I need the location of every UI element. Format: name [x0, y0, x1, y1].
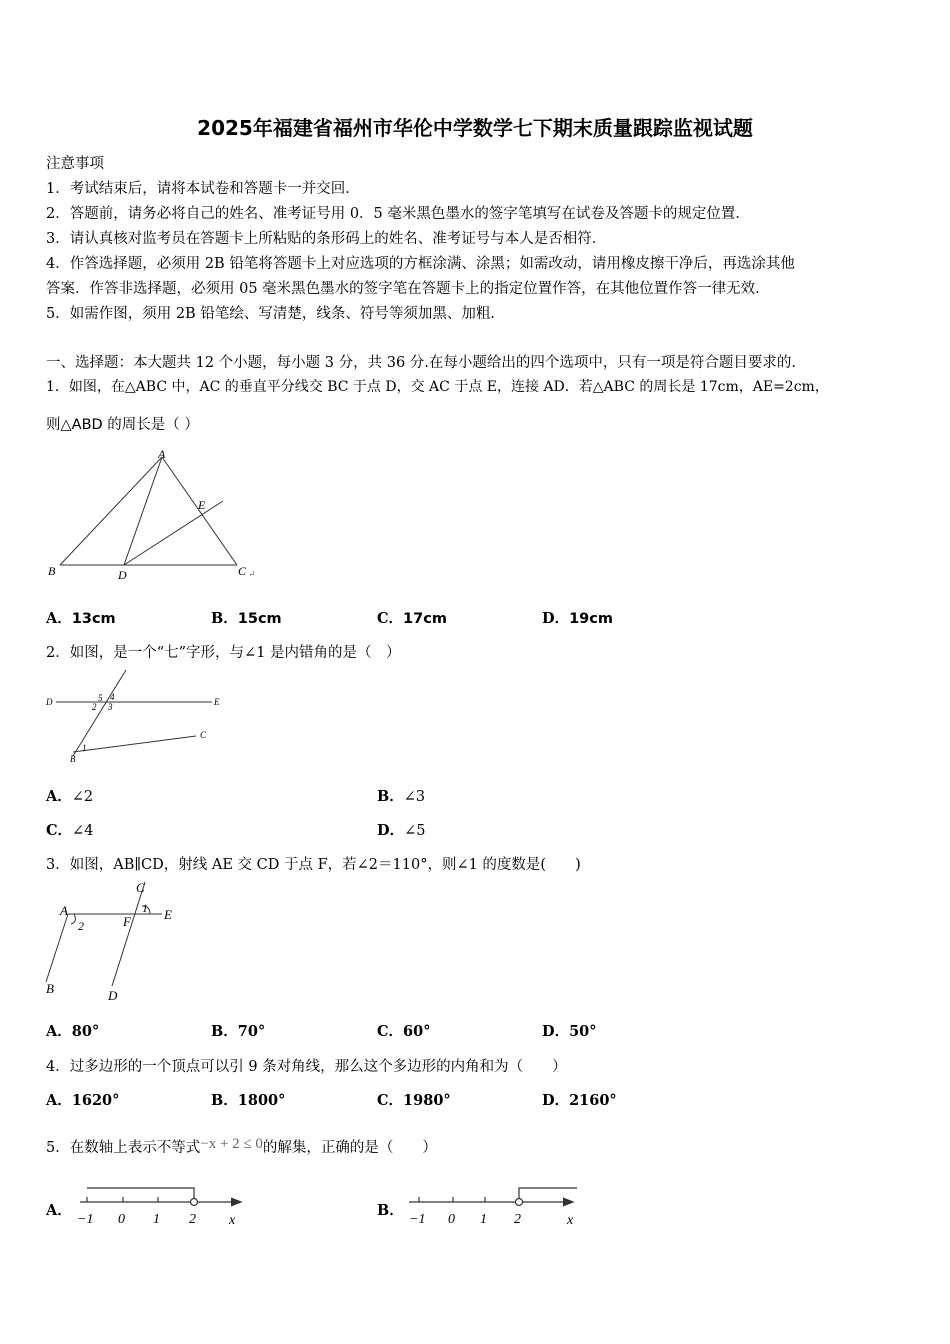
q4-option-d[interactable]: D．2160°: [542, 1092, 617, 1109]
q3-option-d[interactable]: D．50°: [542, 1023, 597, 1040]
q3-label-f: F: [123, 914, 131, 929]
notice-item: 1．考试结束后，请将本试卷和答题卡一并交回．: [46, 181, 360, 197]
q3-label-b: B: [46, 981, 54, 996]
q1-option-d[interactable]: D．19cm: [542, 610, 613, 627]
q1-option-c[interactable]: C．17cm: [377, 610, 447, 627]
q3-option-b[interactable]: B．70°: [211, 1023, 266, 1040]
q5a-tick-neg1: −1: [77, 1212, 94, 1227]
q3-label-d: D: [108, 988, 118, 1003]
q2-option-c[interactable]: C．∠4: [46, 822, 94, 839]
q1-option-b[interactable]: B．15cm: [211, 610, 282, 627]
q5-option-a-numberline[interactable]: [75, 1178, 255, 1232]
q1-option-a[interactable]: A．13cm: [46, 610, 116, 627]
q5b-tick-neg1: −1: [409, 1212, 426, 1227]
notice-item: 2．答题前，请务必将自己的姓名、准考证号用 0．5 毫米黑色墨水的签字笔填写在试卷及答题卡的规定位置．: [46, 206, 750, 222]
q3-label-c: C: [136, 880, 145, 895]
q1-figure: [40, 445, 280, 590]
q1-label-c: C: [238, 564, 247, 578]
q5b-axis-label: x: [567, 1213, 574, 1228]
q4-option-a[interactable]: A．1620°: [46, 1092, 120, 1109]
q5-inequality: −x + 2 ≤ 0: [200, 1136, 263, 1152]
q3-label-e: E: [164, 907, 172, 922]
notice-item: 4．作答选择题，必须用 2B 铅笔将答题卡上对应选项的方框涂满、涂黑；如需改动，请用橡皮擦干净后，再选涂其他: [46, 256, 795, 272]
q2-angle-3: 3: [108, 702, 113, 712]
q2-option-b[interactable]: B．∠3: [377, 788, 426, 805]
q1-stem-line2: 则△ABD 的周长是（ ）: [46, 417, 199, 433]
q5a-axis-label: x: [229, 1213, 236, 1228]
q1-stem: 1．如图，在△ABC 中，AC 的垂直平分线交 BC 于点 D，交 AC 于点 E，连接 AD．若△ABC 的周长是 17cm，AE=2cm，: [46, 379, 829, 395]
q1-label-a: A: [158, 447, 166, 461]
notice-item: 答案．作答非选择题，必须用 05 毫米黑色墨水的签字笔在答题卡上的指定位置作答，在其他位置作答一律无效．: [46, 281, 770, 297]
q3-angle-2: 2: [78, 919, 84, 933]
q2-angle-2: 2: [92, 702, 97, 712]
q2-option-d[interactable]: D．∠5: [377, 822, 426, 839]
q2-stem: 2．如图，是一个“七”字形，与∠1 是内错角的是（ ）: [46, 645, 401, 661]
q3-label-a: A: [60, 903, 68, 918]
notice-heading: 注意事项: [46, 156, 104, 172]
q1-label-e: E: [198, 498, 206, 512]
q5-option-b-numberline[interactable]: [405, 1178, 590, 1232]
q3-option-c[interactable]: C．60°: [377, 1023, 431, 1040]
q2-label-d: D: [46, 697, 53, 707]
q5b-tick-0: 0: [448, 1212, 455, 1227]
q3-option-a[interactable]: A．80°: [46, 1023, 100, 1040]
q3-stem: 3．如图，AB∥CD，射线 AE 交 CD 于点 F，若∠2＝110°，则∠1 的度数是( ): [46, 857, 581, 873]
q2-label-e: E: [214, 697, 220, 707]
q2-figure: [40, 668, 230, 766]
q4-option-b[interactable]: B．1800°: [211, 1092, 286, 1109]
q5a-tick-2: 2: [189, 1212, 196, 1227]
notice-item: 5．如需作图，须用 2B 铅笔绘、写清楚，线条、符号等须加黑、加粗．: [46, 306, 505, 322]
q4-option-c[interactable]: C．1980°: [377, 1092, 451, 1109]
q5-stem: 5．在数轴上表示不等式−x + 2 ≤ 0的解集，正确的是（ ）: [46, 1136, 437, 1156]
q5b-tick-1: 1: [480, 1212, 487, 1227]
notice-item: 3．请认真核对监考员在答题卡上所粘贴的条形码上的姓名、准考证号与本人是否相符．: [46, 231, 607, 247]
q5-option-a-letter[interactable]: A．: [46, 1202, 72, 1219]
q3-figure: [40, 878, 190, 1008]
q1-label-b: B: [48, 564, 56, 578]
q3-angle-1: 1: [142, 901, 148, 915]
q5-option-b-letter[interactable]: B．: [377, 1202, 404, 1219]
page-title: 2025年福建省福州市华伦中学数学七下期末质量跟踪监视试题: [197, 116, 753, 140]
q2-label-b: B: [70, 754, 76, 764]
q2-label-c: C: [200, 730, 207, 740]
section-heading: 一、选择题：本大题共 12 个小题，每小题 3 分，共 36 分.在每小题给出的四个选项中，只有一项是符合题目要求的.: [46, 355, 796, 371]
q2-angle-1: 1: [82, 743, 87, 753]
q2-angle-5: 5: [98, 693, 103, 703]
q1-return-mark: ↵: [248, 569, 256, 579]
q1-label-d: D: [118, 568, 127, 582]
q5a-tick-0: 0: [118, 1212, 125, 1227]
q5a-tick-1: 1: [153, 1212, 160, 1227]
q5b-tick-2: 2: [514, 1212, 521, 1227]
q4-stem: 4．过多边形的一个顶点可以引 9 条对角线，那么这个多边形的内角和为（ ）: [46, 1059, 567, 1075]
q2-angle-4: 4: [110, 692, 115, 702]
q2-option-a[interactable]: A．∠2: [46, 788, 94, 805]
